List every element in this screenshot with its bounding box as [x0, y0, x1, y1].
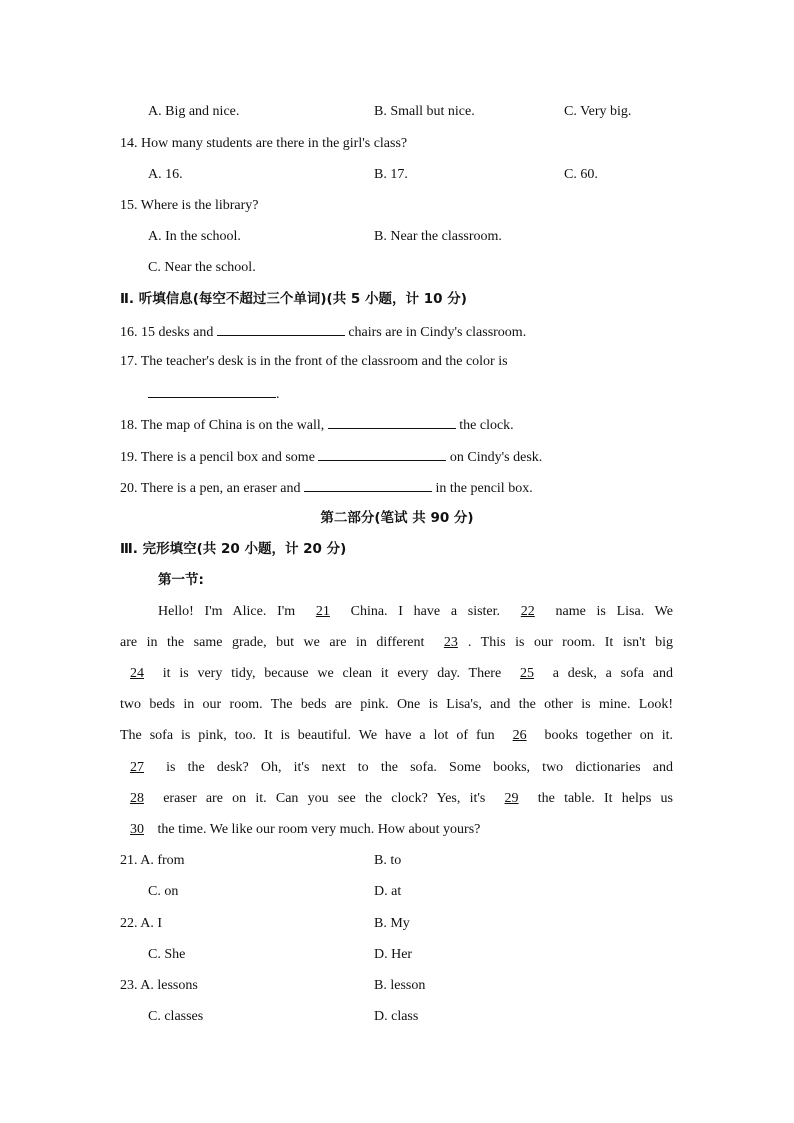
q17-line1: 17. The teacher's desk is in the front of the classroom and the color is [120, 354, 508, 369]
q23-option-b: B. lesson [374, 978, 426, 993]
q16 [120, 322, 526, 342]
q15-option-a: A. In the school. [148, 229, 241, 244]
section-3-title: Ⅲ. 完形填空(共 20 小题，计 20 分) [120, 541, 347, 557]
q18 [120, 415, 514, 435]
q22-option-d: D. Her [374, 947, 413, 962]
q19-post: on Cindy's desk. [446, 450, 543, 465]
q14-option-b: B. 17. [374, 167, 408, 182]
blank-24[interactable]: 24 [130, 666, 144, 681]
blank-25[interactable]: 25 [519, 666, 534, 681]
q15-option-b: B. Near the classroom. [374, 229, 502, 244]
passage-line-4: two beds in our room. The beds are pink. One is Lisa's, and the other is mine. Look! [120, 697, 673, 712]
q18-pre: 18. The map of China is on the wall, [120, 418, 328, 433]
section-3-subtitle: 第一节: [158, 572, 204, 588]
q18-post: the clock. [455, 418, 514, 433]
blank-29[interactable]: 29 [504, 791, 519, 806]
q19-pre: 19. There is a pencil box and some [120, 450, 319, 465]
q17-line2 [148, 384, 280, 404]
q18-blank[interactable] [328, 415, 456, 429]
q20-post: in the pencil box. [432, 481, 533, 496]
passage-line-2: are in the same grade, but we are in different 23 . This is our room. It isn't big [120, 635, 673, 650]
blank-26[interactable]: 26 [512, 728, 527, 743]
q13-option-a: A. Big and nice. [148, 104, 240, 119]
q23-option-a: 23. A. lessons [120, 978, 198, 993]
q16-pre: 16. 15 desks and [120, 325, 217, 340]
q20-pre: 20. There is a pen, an eraser and [120, 481, 304, 496]
q19 [120, 447, 542, 467]
q15-option-c: C. Near the school. [148, 260, 256, 275]
q14-stem: 14. How many students are there in the girl's class? [120, 136, 408, 151]
q23-option-c: C. classes [148, 1009, 204, 1024]
blank-27[interactable]: 27 [130, 760, 144, 775]
q20-blank[interactable] [304, 478, 432, 492]
q20 [120, 478, 533, 498]
section-2-title: Ⅱ. 听填信息(每空不超过三个单词)(共 5 小题，计 10 分) [120, 291, 467, 307]
blank-23[interactable]: 23 [443, 635, 458, 650]
q21-option-b: B. to [374, 853, 402, 868]
q21-option-a: 21. A. from [120, 853, 185, 868]
passage-line-1: Hello! I'm Alice. I'm 21 China. I have a sister. 22 name is Lisa. We [158, 604, 673, 619]
q21-option-c: C. on [148, 884, 179, 899]
q16-post: chairs are in Cindy's classroom. [344, 325, 527, 340]
blank-22[interactable]: 22 [520, 604, 535, 619]
q21-option-d: D. at [374, 884, 402, 899]
passage-line-8: 30 the time. We like our room very much. How about yours? [120, 821, 480, 839]
q15-stem: 15. Where is the library? [120, 198, 259, 213]
q14-option-c: C. 60. [564, 167, 598, 182]
part-2-title: 第二部分(笔试 共 90 分) [320, 510, 474, 526]
passage-line-6: 27 is the desk? Oh, it's next to the sofa. Some books, two dictionaries and [120, 759, 673, 777]
q17-blank[interactable] [148, 384, 276, 398]
q19-blank[interactable] [318, 447, 446, 461]
passage-line-3: 24 it is very tidy, because we clean it every day. There 25 a desk, a sofa and [120, 665, 673, 683]
q22-option-b: B. My [374, 916, 410, 931]
blank-21[interactable]: 21 [315, 604, 330, 619]
q13-option-b: B. Small but nice. [374, 104, 475, 119]
blank-30[interactable]: 30 [130, 822, 144, 837]
passage-line-7: 28 eraser are on it. Can you see the clock? Yes, it's 29 the table. It helps us [120, 790, 673, 808]
passage-line-5: The sofa is pink, too. It is beautiful. We have a lot of fun 26 books together on it. [120, 728, 673, 743]
blank-28[interactable]: 28 [130, 791, 144, 806]
q23-option-d: D. class [374, 1009, 419, 1024]
q16-blank[interactable] [217, 322, 345, 336]
q22-option-a: 22. A. I [120, 916, 162, 931]
q14-option-a: A. 16. [148, 167, 183, 182]
q13-option-c: C. Very big. [564, 104, 632, 119]
q22-option-c: C. She [148, 947, 186, 962]
q17-end: . [276, 387, 280, 402]
